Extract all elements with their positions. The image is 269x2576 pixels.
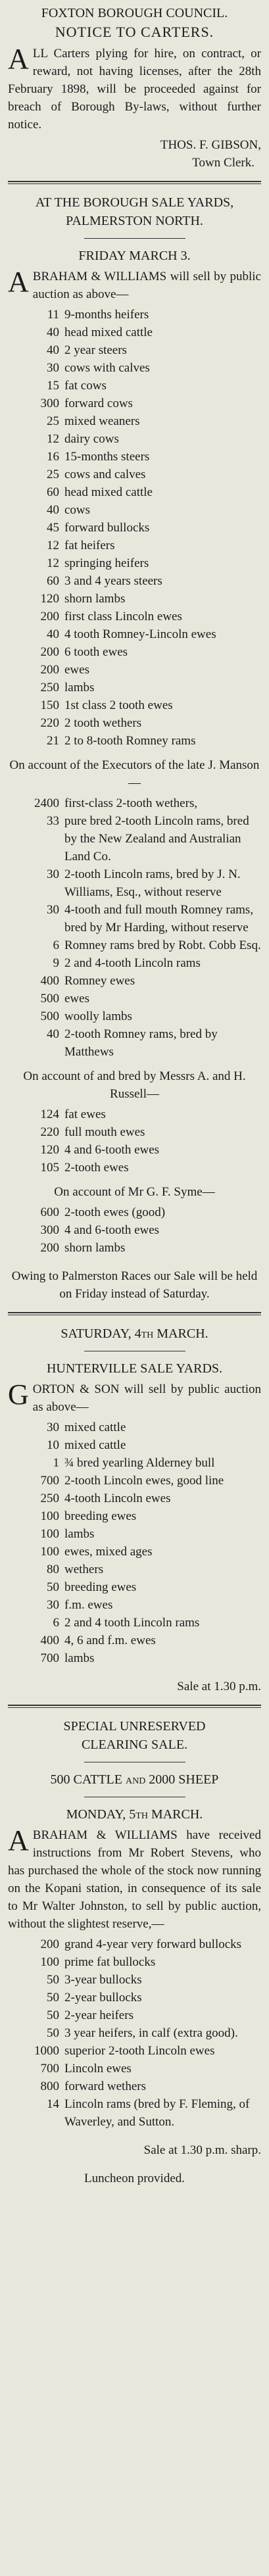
lot-row: [8, 714, 261, 732]
lot-description: lambs: [64, 1527, 95, 1541]
sale-intro-text: ORTON & SON will sell by public auction as above—: [32, 1382, 261, 1414]
lot-description: fat cows: [64, 379, 107, 393]
lot-description: mixed weaners: [64, 414, 140, 428]
lot-description: 2 year steers: [64, 343, 127, 357]
lot-quantity: 700: [40, 2062, 59, 2076]
palmerston-sale: [8, 193, 261, 1303]
lot-description: ewes, mixed ages: [64, 1545, 153, 1559]
lot-quantity: 300: [40, 1223, 59, 1237]
sale-intro-text: BRAHAM & WILLIAMS have received instructions from Mr Robert Stevens, who has purchased the whole of the stock now running on the Kopani station, in consequence of its sale to Mr Walter Johnston, to sell by public auction, without the slightest reserve,—: [8, 1828, 261, 1931]
lot-description: forward bullocks: [64, 521, 150, 535]
lot-row: [8, 483, 261, 501]
lot-list: [8, 1106, 261, 1177]
lot-description: 2 to 8-tooth Romney rams: [64, 734, 196, 748]
lot-quantity: 250: [40, 1492, 59, 1505]
lot-quantity: 200: [40, 1937, 59, 1951]
lot-quantity: 100: [40, 1545, 59, 1559]
lot-row: [8, 501, 261, 519]
lot-row: [8, 1221, 261, 1239]
lot-row: [8, 901, 261, 936]
lot-row: [8, 1614, 261, 1632]
sale-intro-text: BRAHAM & WILLIAMS will sell by public auction as above—: [32, 270, 261, 301]
lot-quantity: 60: [47, 574, 59, 588]
lot-quantity: 200: [40, 645, 59, 659]
lot-row: [8, 661, 261, 679]
lot-row: [8, 608, 261, 625]
lot-quantity: 40: [47, 326, 59, 339]
sale-date: SATURDAY, 4th MARCH.: [61, 1326, 208, 1341]
lot-quantity: 33: [47, 814, 59, 828]
short-rule: [84, 238, 185, 239]
lot-row: [8, 466, 261, 483]
sale-subtitle: 500 CATTLE and 2000 SHEEP: [50, 1772, 219, 1787]
lot-row: [8, 1454, 261, 1472]
lot-description: 2-tooth Romney rams, bred by Matthews: [64, 1027, 218, 1059]
notice-title: NOTICE TO CARTERS.: [55, 24, 214, 40]
lot-quantity: 150: [40, 698, 59, 712]
lot-quantity: 16: [47, 450, 59, 464]
lot-row: [8, 1507, 261, 1525]
lot-row: [8, 972, 261, 990]
lot-quantity: 200: [40, 610, 59, 623]
lot-description: Romney rams bred by Robt. Cobb Esq.: [64, 938, 261, 952]
lot-description: 3-year bullocks: [64, 1973, 142, 1987]
lot-list: [8, 1203, 261, 1257]
lot-quantity: 400: [40, 974, 59, 988]
lot-quantity: 220: [40, 1125, 59, 1139]
lot-description: 4 tooth Romney-Lincoln ewes: [64, 627, 216, 641]
lot-quantity: 1000: [34, 2044, 59, 2058]
lot-quantity: 100: [40, 1509, 59, 1523]
luncheon-note: Luncheon provided.: [84, 2172, 185, 2185]
lot-description: first-class 2-tooth wethers,: [64, 796, 198, 810]
lot-row: [8, 2024, 261, 2042]
lot-description: 2 and 4 tooth Lincoln rams: [64, 1616, 200, 1630]
lot-description: 9-months heifers: [64, 308, 149, 322]
lot-quantity: 200: [40, 663, 59, 677]
sale-intro: [8, 1380, 261, 1416]
lot-quantity: 45: [47, 521, 59, 535]
lot-row: [8, 1632, 261, 1649]
account-heading: On account of Mr G. F. Syme—: [54, 1185, 215, 1199]
lot-row: [8, 324, 261, 341]
lot-description: woolly lambs: [64, 1009, 132, 1023]
lot-quantity: 500: [40, 1009, 59, 1023]
lot-row: [8, 590, 261, 608]
lot-description: full mouth ewes: [64, 1125, 145, 1139]
sale-intro: [8, 268, 261, 303]
lot-quantity: 6: [53, 1616, 59, 1630]
lot-quantity: 50: [47, 1991, 59, 2005]
lot-row: [8, 2095, 261, 2131]
lot-row: [8, 519, 261, 537]
lot-row: [8, 1971, 261, 1989]
lot-description: ewes: [64, 663, 89, 677]
lot-row: [8, 1525, 261, 1543]
lot-description: springing heifers: [64, 556, 149, 570]
lot-row: [8, 1203, 261, 1221]
lot-quantity: 120: [40, 592, 59, 606]
sale-time: Sale at 1.30 p.m. sharp.: [143, 2143, 261, 2157]
lot-row: [8, 865, 261, 901]
lot-description: 15-months steers: [64, 450, 150, 464]
lot-row: [8, 732, 261, 750]
lot-row: [8, 395, 261, 412]
lot-quantity: 50: [47, 2026, 59, 2040]
lot-quantity: 50: [47, 2008, 59, 2022]
lot-description: 2-year bullocks: [64, 1991, 142, 2005]
lot-description: head mixed cattle: [64, 485, 153, 499]
lot-description: 4 and 6-tooth ewes: [64, 1223, 160, 1237]
lot-row: [8, 1953, 261, 1971]
lot-list: [8, 1935, 261, 2131]
lot-quantity: 14: [47, 2097, 59, 2111]
lot-quantity: 40: [47, 1027, 59, 1041]
lot-list: [8, 1419, 261, 1667]
account-heading: On account of and bred by Messrs A. and H. Russell—: [23, 1069, 246, 1101]
lot-row: [8, 1025, 261, 1061]
lot-row: [8, 625, 261, 643]
lot-quantity: 400: [40, 1634, 59, 1647]
lot-row: [8, 1649, 261, 1667]
lot-row: [8, 794, 261, 812]
lot-row: [8, 643, 261, 661]
sale-time: Sale at 1.30 p.m.: [177, 1680, 261, 1693]
lot-quantity: 1: [53, 1456, 59, 1470]
lot-description: 2-tooth Lincoln rams, bred by J. N. Williams, Esq., without reserve: [64, 867, 241, 899]
lot-quantity: 12: [47, 432, 59, 446]
lot-quantity: 40: [47, 503, 59, 517]
lot-row: [8, 1596, 261, 1614]
lot-description: shorn lambs: [64, 1241, 126, 1255]
lot-description: Lincoln rams (bred by F. Fleming, of Waverley, and Sutton.: [64, 2097, 250, 2129]
lot-quantity: 600: [40, 1205, 59, 1219]
lot-quantity: 11: [47, 308, 59, 322]
lot-quantity: 700: [40, 1474, 59, 1488]
lot-quantity: 220: [40, 716, 59, 730]
lot-row: [8, 2078, 261, 2095]
lot-quantity: 12: [47, 539, 59, 552]
lot-quantity: 25: [47, 414, 59, 428]
lot-quantity: 2400: [34, 796, 59, 810]
lot-quantity: 105: [40, 1161, 59, 1175]
lot-list: [8, 794, 261, 1061]
lot-quantity: 30: [47, 903, 59, 917]
lot-description: first class Lincoln ewes: [64, 610, 182, 623]
lot-quantity: 50: [47, 1973, 59, 1987]
lot-description: 4-tooth and full mouth Romney rams, bred by Mr Harding, without reserve: [64, 903, 254, 935]
special-clearing-sale: [8, 1717, 261, 2187]
lot-description: fat ewes: [64, 1107, 106, 1121]
lot-description: cows and calves: [64, 468, 146, 481]
dropcap: G: [8, 1378, 29, 1411]
divider: [8, 1705, 261, 1708]
lot-quantity: 50: [47, 1580, 59, 1594]
lot-quantity: 30: [47, 1598, 59, 1612]
lot-quantity: 21: [47, 734, 59, 748]
notice-body: [8, 45, 261, 134]
lot-quantity: 800: [40, 2079, 59, 2093]
lot-row: [8, 1543, 261, 1561]
lot-row: [8, 359, 261, 377]
hunterville-sale: [8, 1324, 261, 1695]
sale-title: AT THE BOROUGH SALE YARDS,: [35, 195, 234, 210]
lot-row: [8, 430, 261, 448]
lot-description: lambs: [64, 681, 95, 694]
lot-quantity: 700: [40, 1651, 59, 1665]
lot-row: [8, 377, 261, 395]
lot-description: f.m. ewes: [64, 1598, 113, 1612]
lot-row: [8, 412, 261, 430]
lot-row: [8, 448, 261, 466]
lot-row: [8, 306, 261, 324]
lot-quantity: 80: [47, 1563, 59, 1576]
lot-quantity: 9: [53, 956, 59, 970]
sale-place: PALMERSTON NORTH.: [66, 214, 203, 228]
lot-row: [8, 2042, 261, 2060]
lot-description: 2-year heifers: [64, 2008, 134, 2022]
notice-text: LL Carters plying for hire, on contract, or reward, not having licenses, after the 28th February 1898, will be proceeded against for breach of Borough By-laws, without further notice.: [8, 47, 261, 132]
lot-description: 3 and 4 years steers: [64, 574, 162, 588]
lot-row: [8, 1935, 261, 1953]
sale-intro: [8, 1826, 261, 1933]
lot-description: 3 year heifers, in calf (extra good).: [64, 2026, 238, 2040]
lot-quantity: 10: [47, 1438, 59, 1452]
lot-description: cows with calves: [64, 361, 150, 375]
lot-description: forward wethers: [64, 2079, 146, 2093]
lot-quantity: 30: [47, 867, 59, 881]
lot-description: wethers: [64, 1563, 104, 1576]
lot-quantity: 40: [47, 343, 59, 357]
lot-description: 2-tooth ewes (good): [64, 1205, 166, 1219]
lot-description: breeding ewes: [64, 1580, 137, 1594]
lot-description: head mixed cattle: [64, 326, 153, 339]
lot-row: [8, 1008, 261, 1025]
signatory-position: Town Clerk.: [192, 156, 255, 170]
sale-date: MONDAY, 5th MARCH.: [66, 1807, 203, 1822]
lot-row: [8, 990, 261, 1008]
lot-quantity: 40: [47, 627, 59, 641]
sale-title-2: CLEARING SALE.: [81, 1738, 188, 1752]
divider: [8, 1312, 261, 1315]
lot-quantity: 100: [40, 1955, 59, 1969]
lot-row: [8, 679, 261, 696]
lot-quantity: 250: [40, 681, 59, 694]
account-heading: On account of the Executors of the late J. Manson—: [9, 758, 260, 790]
lot-row: [8, 2006, 261, 2024]
lot-row: [8, 812, 261, 865]
lot-row: [8, 572, 261, 590]
lot-quantity: 124: [40, 1107, 59, 1121]
lot-description: 6 tooth ewes: [64, 645, 128, 659]
lot-row: [8, 554, 261, 572]
lot-list: [8, 306, 261, 750]
divider: [8, 181, 261, 184]
lot-description: Romney ewes: [64, 974, 135, 988]
lot-description: mixed cattle: [64, 1421, 126, 1434]
lot-description: breeding ewes: [64, 1509, 137, 1523]
sale-title: HUNTERVILLE SALE YARDS.: [46, 1361, 223, 1376]
lot-description: forward cows: [64, 397, 133, 410]
lot-description: 2-tooth ewes: [64, 1161, 129, 1175]
lot-row: [8, 1436, 261, 1454]
dropcap: A: [8, 266, 29, 298]
lot-row: [8, 1419, 261, 1436]
lot-row: [8, 1989, 261, 2006]
lot-description: 2 tooth wethers: [64, 716, 142, 730]
lot-quantity: 6: [53, 938, 59, 952]
lot-row: [8, 1159, 261, 1177]
dropcap: A: [8, 43, 29, 75]
lot-row: [8, 1490, 261, 1507]
lot-description: fat heifers: [64, 539, 115, 552]
lot-quantity: 200: [40, 1241, 59, 1255]
lot-description: cows: [64, 503, 91, 517]
lot-description: pure bred 2-tooth Lincoln rams, bred by the New Zealand and Australian Land Co.: [64, 814, 249, 863]
lot-row: [8, 1106, 261, 1123]
lot-quantity: 30: [47, 1421, 59, 1434]
dropcap: A: [8, 1824, 29, 1857]
lot-quantity: 60: [47, 485, 59, 499]
lot-description: mixed cattle: [64, 1438, 126, 1452]
lot-description: dairy cows: [64, 432, 119, 446]
lot-quantity: 500: [40, 992, 59, 1006]
lot-description: 2-tooth Lincoln ewes, good line: [64, 1474, 224, 1488]
lot-quantity: 300: [40, 397, 59, 410]
lot-row: [8, 1578, 261, 1596]
lot-description: 1st class 2 tooth ewes: [64, 698, 173, 712]
lot-row: [8, 1239, 261, 1257]
lot-row: [8, 1141, 261, 1159]
lot-row: [8, 1472, 261, 1490]
lot-description: 2 and 4-tooth Lincoln rams: [64, 956, 201, 970]
lot-row: [8, 537, 261, 554]
notice-to-carters: [8, 4, 261, 172]
lot-description: 4 and 6-tooth ewes: [64, 1143, 160, 1157]
lot-quantity: 120: [40, 1143, 59, 1157]
lot-row: [8, 2060, 261, 2078]
lot-description: 4-tooth Lincoln ewes: [64, 1492, 171, 1505]
lot-row: [8, 954, 261, 972]
lot-quantity: 100: [40, 1527, 59, 1541]
lot-quantity: 25: [47, 468, 59, 481]
masthead: FOXTON BOROUGH COUNCIL.: [41, 6, 228, 20]
sale-note: Owing to Palmerston Races our Sale will be held on Friday instead of Saturday.: [11, 1269, 258, 1301]
lot-row: [8, 696, 261, 714]
lot-quantity: 12: [47, 556, 59, 570]
lot-row: [8, 1561, 261, 1578]
lot-row: [8, 341, 261, 359]
lot-description: 4, 6 and f.m. ewes: [64, 1634, 156, 1647]
lot-description: ¾ bred yearling Alderney bull: [64, 1456, 215, 1470]
lot-description: Lincoln ewes: [64, 2062, 132, 2076]
lot-row: [8, 936, 261, 954]
lot-quantity: 15: [47, 379, 59, 393]
lot-quantity: 30: [47, 361, 59, 375]
lot-description: lambs: [64, 1651, 95, 1665]
lot-description: grand 4-year very forward bullocks: [64, 1937, 242, 1951]
lot-description: prime fat bullocks: [64, 1955, 156, 1969]
lot-description: shorn lambs: [64, 592, 126, 606]
lot-row: [8, 1123, 261, 1141]
sale-title: SPECIAL UNRESERVED: [63, 1719, 206, 1734]
lot-description: superior 2-tooth Lincoln ewes: [64, 2044, 215, 2058]
sale-date: FRIDAY MARCH 3.: [78, 249, 191, 263]
signatory: THOS. F. GIBSON,: [160, 138, 261, 152]
lot-description: ewes: [64, 992, 89, 1006]
